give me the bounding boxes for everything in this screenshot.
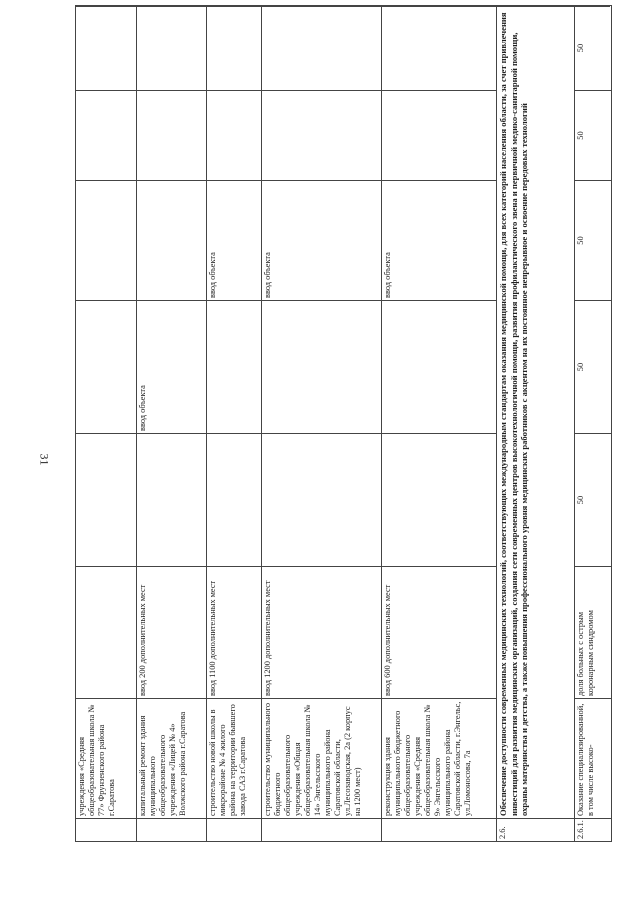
value-cell [382,434,497,567]
value-cell: ввод объекта [137,301,207,434]
value-cell [262,434,382,567]
section-number: 2.6. [498,826,507,839]
row-number [137,819,207,841]
value-cell: 50 [575,6,612,91]
value-cell [76,181,136,301]
value-cell [137,91,207,181]
table-row [574,6,612,841]
row-number [262,819,382,841]
table-row [381,6,497,841]
value-cell [382,301,497,434]
table-row [76,6,136,841]
event-cell: учреждения «Средняя общеобразовательная школа № 77» Фрунзенского района г.Саратова [76,699,136,819]
value-cell [76,434,136,567]
row-number [76,819,136,841]
table-row [206,6,262,841]
value-cell [207,434,262,567]
row-number [207,819,262,841]
value-cell [207,91,262,181]
value-cell: 50 [575,181,612,301]
value-cell [137,434,207,567]
indicator-cell [76,567,136,699]
responsible-column [75,6,610,7]
value-cell: ввод объекта [382,181,497,301]
value-cell: ввод объекта [262,181,382,301]
value-cell [76,6,136,91]
value-cell [137,6,207,91]
value-cell: ввод объекта [207,181,262,301]
event-cell: реконструкция здания муниципального бюджетного общеобразовательного учреждения «Средняя общеобразовательная школа № 9» Энгельсского муниципального района Саратовской области, г.Энгельс, ул.Ломоносова, 7а [382,699,497,819]
value-cell [76,301,136,434]
plan-table [75,5,612,842]
event-cell: капитальный ремонт здания муниципального общеобразовательного учреждения «Лицей № 4» Волжского района г.Саратова [137,699,207,819]
value-cell: 50 [575,434,612,567]
value-cell: 50 [575,301,612,434]
table-row [261,6,382,841]
section-row [496,6,575,841]
section-title: Обеспечение доступности современных медицинских технологий, соответствующих международным стандартам оказания медицинской помощи, для всех категорий населения области, за счет привлечения инвестиций для развития медицинских организаций, создания сети современных центров высокотехнологичной помощи, развития профилактического звена и первичной медико-санитарной помощи, охраны материнства и детства, а также повышения профессионального уровня медицинских работников с акцентом на их постоянное непрерывное и освоение передовых технологий [497,6,575,819]
indicator-cell: ввод 1200 дополнительных мест [262,567,382,699]
value-cell: 50 [575,91,612,181]
indicator-cell: ввод 1100 дополнительных мест [207,567,262,699]
value-cell [262,6,382,91]
event-cell: Оказание специализированной, в том числе высоко- [575,699,612,819]
row-number: 2.6.1. [576,820,585,839]
indicator-cell: доля больных с острым коронарным синдромом [575,567,612,699]
event-cell: строительство муниципального бюджетного общеобразовательного учреждения «Общая общеобразовательная школа № 14» Энгельсского муниципального района Саратовской области, ул.Лесозаводская, 2а (2 корпус на 1200 мест) [262,699,382,819]
indicator-cell: ввод 200 дополнительных мест [137,567,207,699]
value-cell [76,91,136,181]
value-cell [207,301,262,434]
row-number [382,819,497,841]
table-row [136,6,207,841]
indicator-cell: ввод 600 дополнительных мест [382,567,497,699]
value-cell [207,6,262,91]
value-cell [262,301,382,434]
event-cell: строительство новой школы в микрорайоне № 4 жилого района на территории бывшего завода САЗ г.Саратова [207,699,262,819]
value-cell [262,91,382,181]
value-cell [382,91,497,181]
value-cell [137,181,207,301]
value-cell [382,6,497,91]
page-number: 31 [37,453,52,466]
